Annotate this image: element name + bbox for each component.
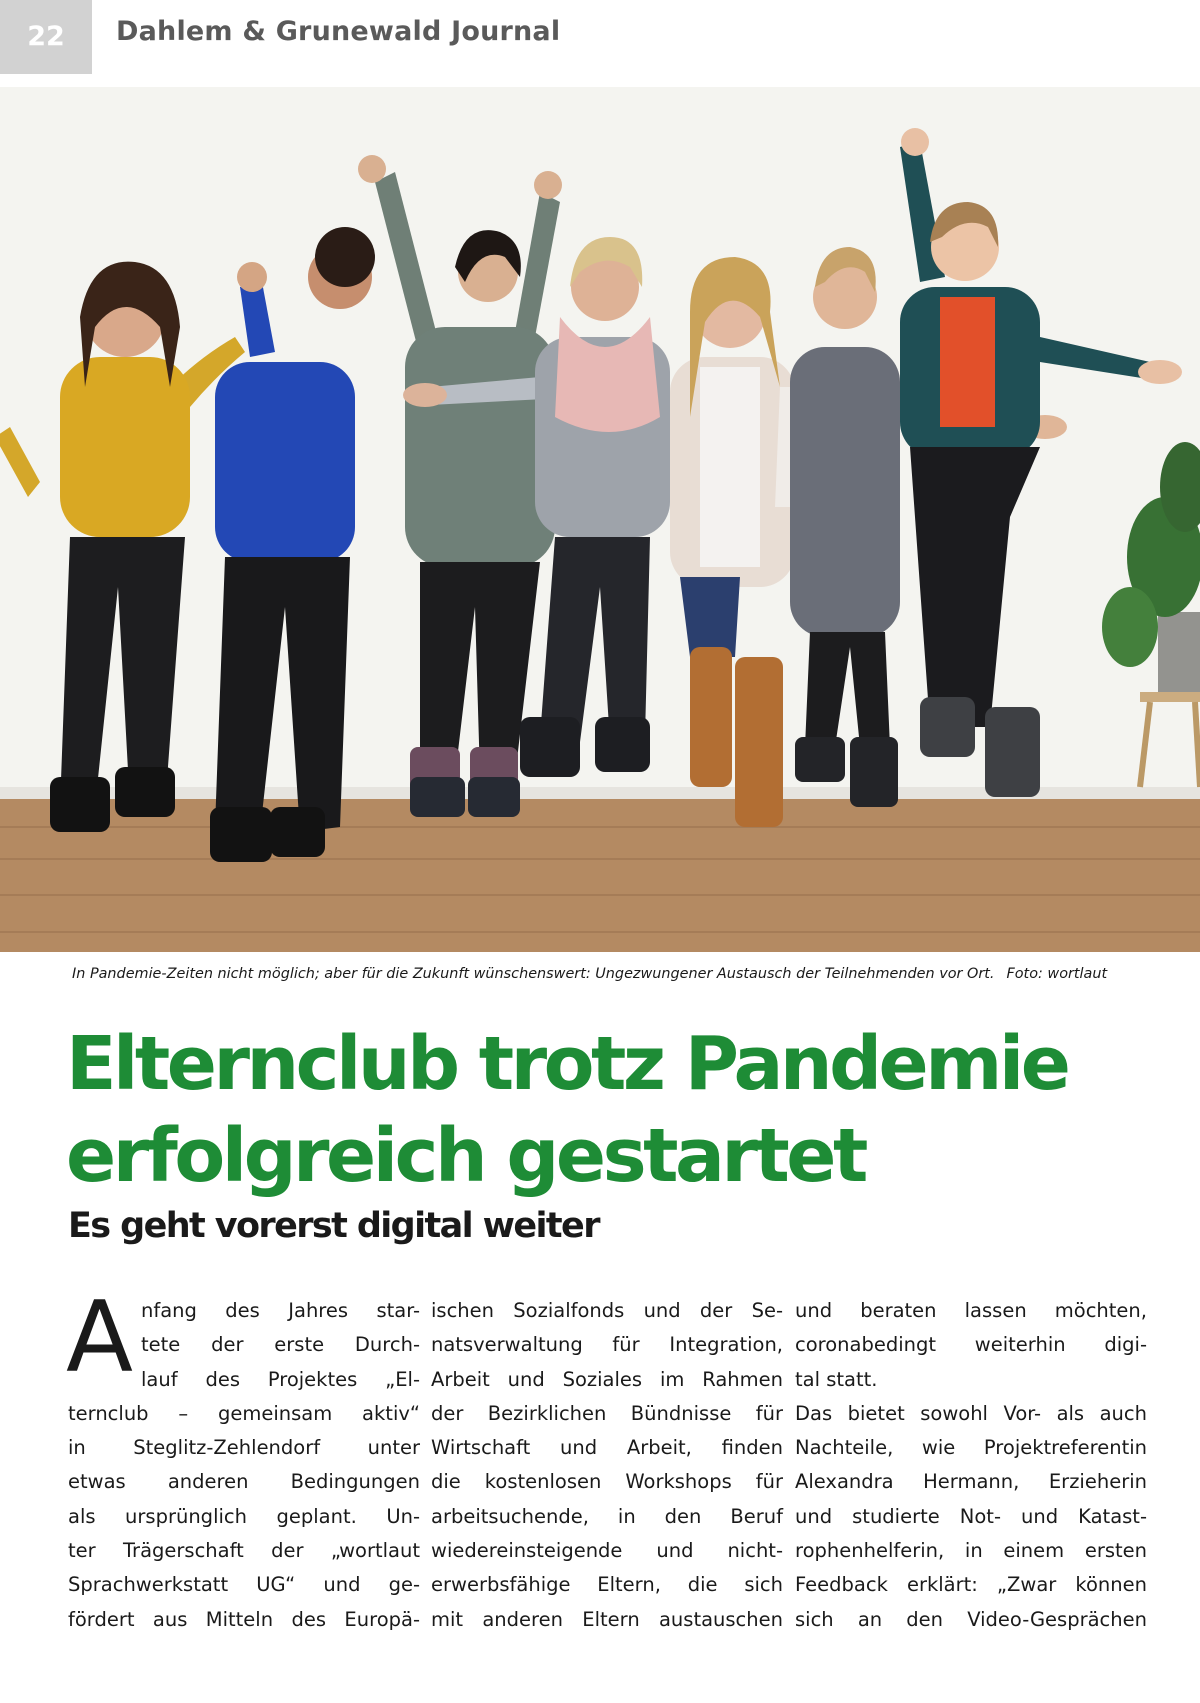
text-line: und beraten lassen möchten, [795, 1299, 1147, 1322]
text-line: der Bezirklichen Bündnisse für [431, 1401, 783, 1425]
text-line: rophenhelferin, in einem ersten [795, 1539, 1147, 1563]
drop-cap: A [66, 1281, 134, 1395]
headline-line-2: erfolgreich gestartet [66, 1113, 865, 1199]
text-line: fördert aus Mitteln des Europä- [68, 1607, 420, 1631]
text-line: arbeitsuchende, in den Beruf [431, 1504, 783, 1528]
subheadline: Es geht vorerst digital weiter [68, 1206, 599, 1246]
photo-credit: Foto: wortlaut [1006, 966, 1108, 982]
text-line: ternclub – gemeinsam aktiv“ [68, 1401, 420, 1425]
text-line: ter Trägerschaft der „wortlaut [68, 1539, 420, 1563]
headline [66, 1018, 1146, 1202]
text-line: coronabedingt weiterhin digi- [795, 1333, 1147, 1357]
text-line: tal statt. [795, 1367, 878, 1391]
page-number: 22 [0, 0, 92, 74]
text-line: Alexandra Hermann, Erzieherin [795, 1470, 1147, 1494]
journal-name: Dahlem & Grunewald Journal [116, 16, 561, 47]
photo-caption [72, 966, 1132, 982]
text-line: erwerbsfähige Eltern, die sich [431, 1573, 783, 1597]
text-line: Wirtschaft und Arbeit, finden [431, 1436, 783, 1460]
group-photo-illustration [0, 87, 1200, 952]
text-line: natsverwaltung für Integration, [431, 1333, 783, 1357]
text-line: in Steglitz-Zehlendorf unter [68, 1436, 420, 1460]
text-line: Feedback erklärt: „Zwar können [795, 1573, 1147, 1597]
text-line: ischen Sozialfonds und der Se- [431, 1299, 783, 1322]
text-line: nfang des Jahres star- [141, 1299, 420, 1322]
text-line: die kostenlosen Workshops für [431, 1470, 783, 1494]
text-line: Nachteile, wie Projektreferentin [795, 1436, 1147, 1460]
text-line: Arbeit und Soziales im Rahmen [431, 1367, 783, 1391]
text-line: wiedereinsteigende und nicht- [431, 1539, 783, 1563]
article-column-1 [68, 1294, 420, 1637]
text-line: als ursprünglich geplant. Un- [68, 1504, 420, 1528]
text-line: lauf des Projektes „El- [141, 1367, 420, 1391]
text-line: etwas anderen Bedingungen [68, 1470, 420, 1494]
text-line: und studierte Not- und Katast- [795, 1504, 1147, 1528]
caption-text: In Pandemie-Zeiten nicht möglich; aber für die Zukunft wünschenswert: Ungezwungener Austausch der Teilnehmenden vor Ort. [72, 966, 995, 982]
text-line: tete der erste Durch- [141, 1333, 420, 1357]
article-column-2 [431, 1294, 783, 1637]
text-line: Sprachwerkstatt UG“ und ge- [68, 1573, 420, 1597]
text-line: Das bietet sowohl Vor- als auch [795, 1401, 1147, 1425]
text-line: mit anderen Eltern austauschen [431, 1607, 783, 1631]
group-photo [0, 87, 1200, 952]
article-column-3 [795, 1294, 1147, 1637]
text-line: sich an den Video-Gesprächen [795, 1607, 1147, 1631]
headline-line-1: Elternclub trotz Pandemie [66, 1021, 1068, 1107]
